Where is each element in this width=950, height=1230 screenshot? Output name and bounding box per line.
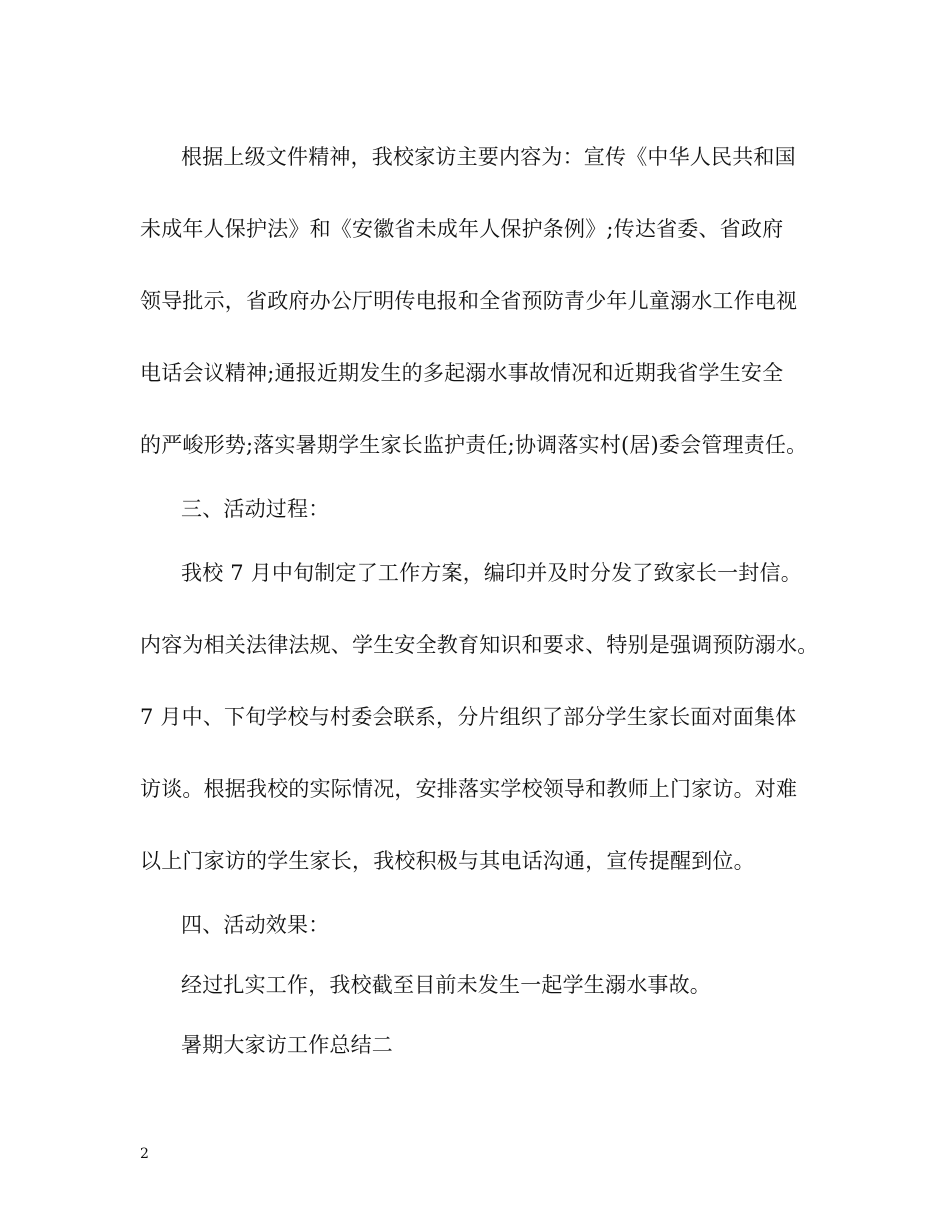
paragraph-line: 7 月中、下旬学校与村委会联系，分片组织了部分学生家长面对面集体 <box>140 705 797 729</box>
paragraph-line: 经过扎实工作，我校截至目前未发生一起学生溺水事故。 <box>181 973 711 997</box>
page-number: 2 <box>140 1146 149 1162</box>
section-title: 暑期大家访工作总结二 <box>181 1033 393 1057</box>
paragraph-line: 访谈。根据我校的实际情况，安排落实学校领导和教师上门家访。对难 <box>140 777 798 801</box>
paragraph-line: 内容为相关法律法规、学生安全教育知识和要求、特别是强调预防溺水。 <box>140 633 819 657</box>
paragraph-line: 领导批示，省政府办公厅明传电报和全省预防青少年儿童溺水工作电视 <box>140 289 798 313</box>
paragraph-line: 电话会议精神;通报近期发生的多起溺水事故情况和近期我省学生安全 <box>140 361 784 385</box>
section-heading: 四、活动效果： <box>181 913 330 937</box>
paragraph-line: 根据上级文件精神，我校家访主要内容为：宣传《中华人民共和国 <box>181 145 796 169</box>
paragraph-line: 以上门家访的学生家长，我校积极与其电话沟通，宣传提醒到位。 <box>140 849 755 873</box>
paragraph-line: 我校 7 月中旬制定了工作方案，编印并及时分发了致家长一封信。 <box>181 561 802 585</box>
paragraph-line: 未成年人保护法》和《安徽省未成年人保护条例》;传达省委、省政府 <box>140 217 784 241</box>
paragraph-line: 的严峻形势;落实暑期学生家长监护责任;协调落实村(居)委会管理责任。 <box>140 433 808 457</box>
section-heading: 三、活动过程： <box>181 497 330 521</box>
